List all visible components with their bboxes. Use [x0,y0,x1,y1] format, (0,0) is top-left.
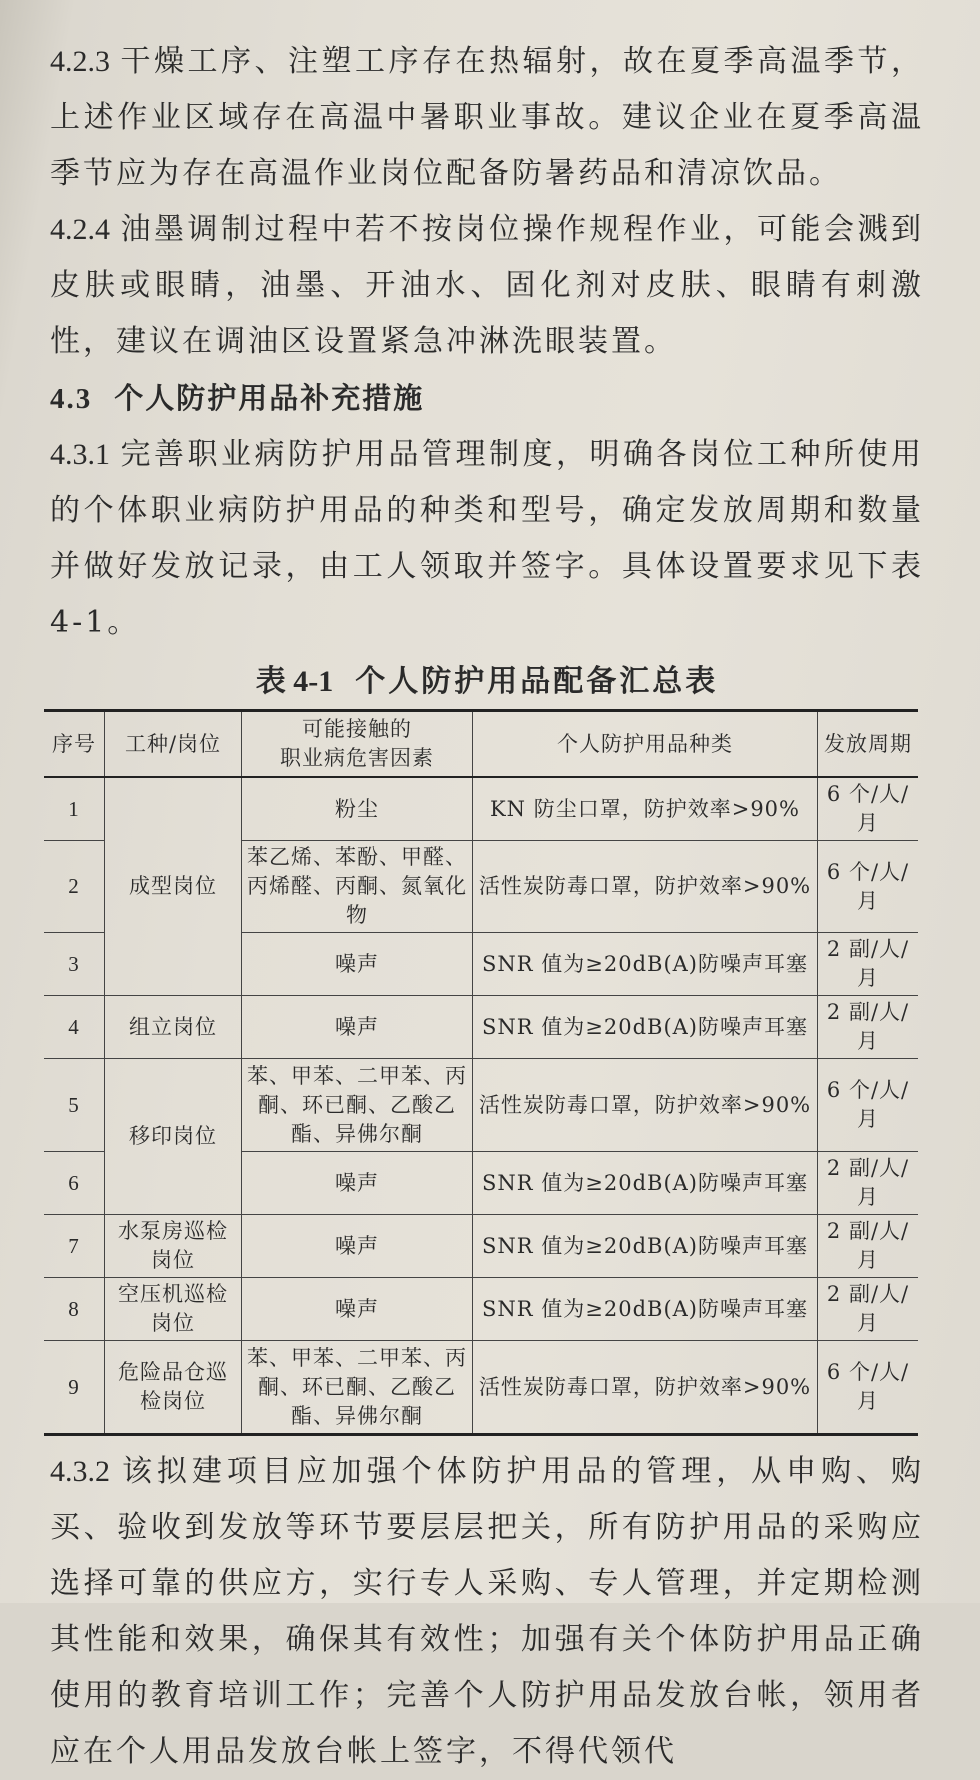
ppe-cell: 活性炭防毒口罩，防护效率>90% [473,841,818,933]
paragraph-text: 干燥工序、注塑工序存在热辐射，故在夏季高温季节，上述作业区域存在高温中暑职业事故。建议企业在夏季高温季节应为存在高温作业岗位配备防暑药品和清凉饮品。 [50,44,924,191]
hazard-cell: 噪声 [242,1278,473,1341]
header-hazard [242,711,473,778]
header-hazard-line1: 可能接触的 [302,717,412,741]
cycle-cell: 2 副/人/月 [818,1152,919,1215]
paragraph-text: 油墨调制过程中若不按岗位操作规程作业，可能会溅到皮肤或眼睛，油墨、开油水、固化剂对皮肤、眼睛有刺激性，建议在调油区设置紧急冲淋洗眼装置。 [50,212,924,359]
ppe-cell: SNR 值为≥20dB(A)防噪声耳塞 [473,996,818,1059]
header-idx: 序号 [44,711,105,778]
ppe-cell: SNR 值为≥20dB(A)防噪声耳塞 [473,1152,818,1215]
table-caption [50,657,924,707]
paragraph-4-2-4 [50,202,924,370]
post-cell: 水泵房巡检岗位 [105,1215,242,1278]
paragraph-text: 完善职业病防护用品管理制度，明确各岗位工种所使用的个体职业病防护用品的种类和型号，确定发放周期和数量并做好发放记录，由工人领取并签字。具体设置要求见下表 4-1。 [50,437,924,640]
row-index: 7 [44,1215,105,1278]
cycle-cell: 6 个/人/月 [818,841,919,933]
paragraph-4-3-1 [50,427,924,651]
cycle-cell: 2 副/人/月 [818,1215,919,1278]
hazard-cell: 苯乙烯、苯酚、甲醛、丙烯醛、丙酮、氮氧化物 [242,841,473,933]
header-cycle: 发放周期 [818,711,919,778]
post-cell: 危险品仓巡检岗位 [105,1341,242,1435]
table-row [44,1215,918,1278]
ppe-cell: SNR 值为≥20dB(A)防噪声耳塞 [473,1215,818,1278]
ppe-cell: SNR 值为≥20dB(A)防噪声耳塞 [473,1278,818,1341]
row-index: 5 [44,1059,105,1152]
table-row [44,777,918,841]
table-number: 表 4-1 [255,665,334,698]
table-row [44,1341,918,1435]
clause-number: 4.2.3 [50,45,110,78]
cycle-cell: 2 副/人/月 [818,996,919,1059]
post-cell: 移印岗位 [105,1059,242,1215]
row-index: 3 [44,933,105,996]
post-cell: 成型岗位 [105,777,242,996]
hazard-cell: 粉尘 [242,777,473,841]
ppe-cell: KN 防尘口罩，防护效率>90% [473,777,818,841]
post-cell: 空压机巡检岗位 [105,1278,242,1341]
ppe-cell: 活性炭防毒口罩，防护效率>90% [473,1059,818,1152]
row-index: 1 [44,777,105,841]
cycle-cell: 2 副/人/月 [818,933,919,996]
cycle-cell: 6 个/人/月 [818,1059,919,1152]
header-hazard-line2: 职业病危害因素 [280,746,434,770]
paragraph-text: 该拟建项目应加强个体防护用品的管理，从申购、购买、验收到发放等环节要层层把关，所有防护用品的采购应选择可靠的供应方，实行专人采购、专人管理，并定期检测其性能和效果，确保其有效性；加强有关个体防护用品正确使用的教育培训工作；完善个人防护用品发放台帐，领用者应在个人用品发放台帐上签字，不得代领代 [50,1454,924,1769]
clause-number: 4.2.4 [50,213,110,246]
section-number: 4.3 [50,383,93,415]
ppe-summary-table [44,709,918,1436]
cycle-cell: 6 个/人/月 [818,777,919,841]
table-row [44,996,918,1059]
row-index: 8 [44,1278,105,1341]
hazard-cell: 噪声 [242,933,473,996]
table-row [44,1059,918,1152]
section-heading-4-3 [50,370,924,427]
row-index: 6 [44,1152,105,1215]
hazard-cell: 噪声 [242,1152,473,1215]
hazard-cell: 苯、甲苯、二甲苯、丙酮、环已酮、乙酸乙酯、异佛尔酮 [242,1059,473,1152]
ppe-cell: SNR 值为≥20dB(A)防噪声耳塞 [473,933,818,996]
cycle-cell: 2 副/人/月 [818,1278,919,1341]
section-title: 个人防护用品补充措施 [114,381,425,415]
hazard-cell: 噪声 [242,1215,473,1278]
row-index: 9 [44,1341,105,1435]
row-index: 2 [44,841,105,933]
row-index: 4 [44,996,105,1059]
hazard-cell: 噪声 [242,996,473,1059]
header-post: 工种/岗位 [105,711,242,778]
table-row [44,1278,918,1341]
cycle-cell: 6 个/人/月 [818,1341,919,1435]
hazard-cell: 苯、甲苯、二甲苯、丙酮、环已酮、乙酸乙酯、异佛尔酮 [242,1341,473,1435]
header-ppe: 个人防护用品种类 [473,711,818,778]
ppe-cell: 活性炭防毒口罩，防护效率>90% [473,1341,818,1435]
clause-number: 4.3.2 [50,1455,110,1488]
post-cell: 组立岗位 [105,996,242,1059]
table-title: 个人防护用品配备汇总表 [355,664,719,699]
paragraph-4-2-3 [50,34,924,202]
clause-number: 4.3.1 [50,438,110,471]
table-header-row [44,711,918,778]
paragraph-4-3-2 [50,1444,924,1780]
